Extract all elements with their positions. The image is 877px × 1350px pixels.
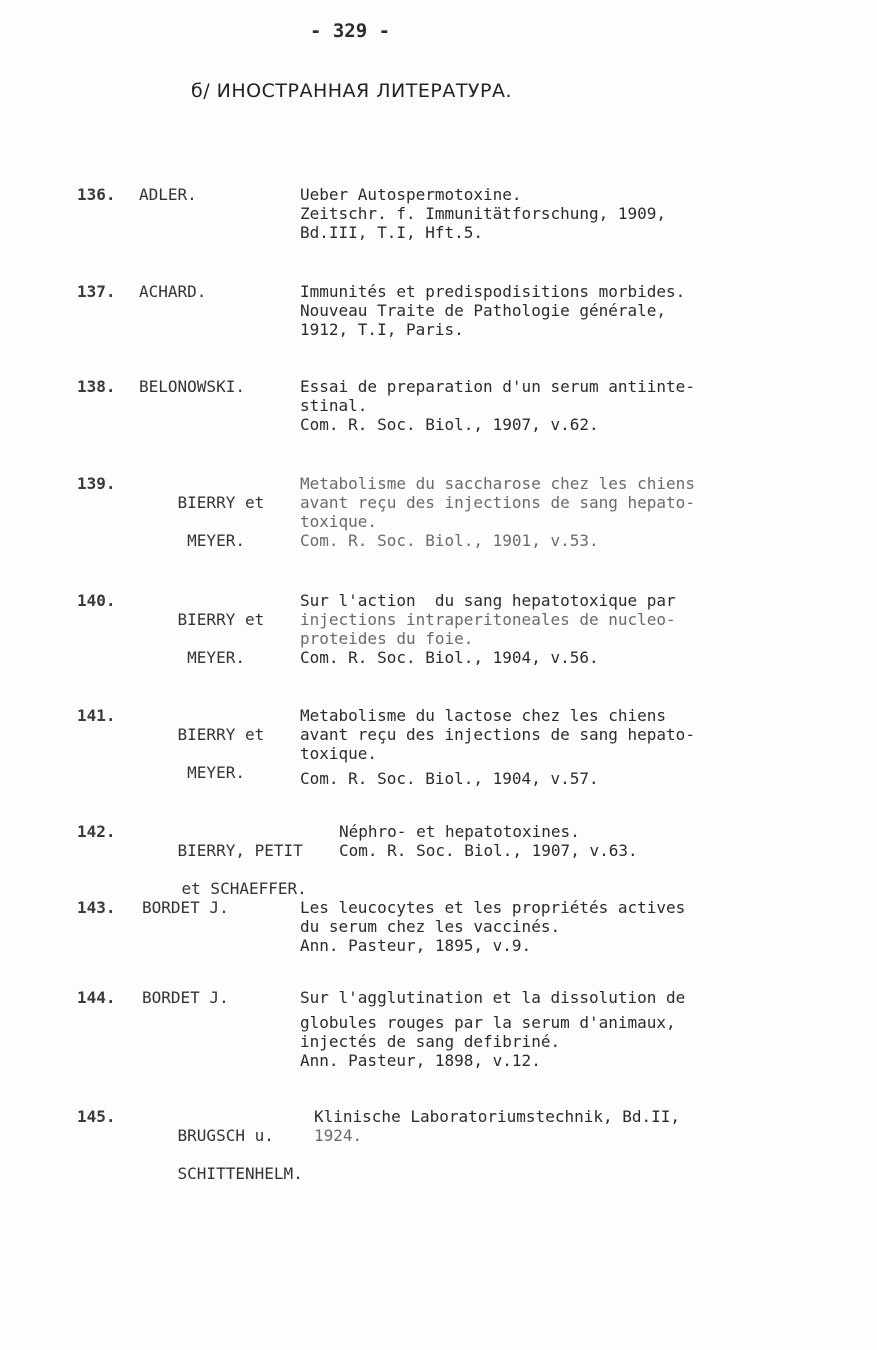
author-line: BIERRY et [177, 610, 265, 629]
author-line: et SCHAEFFER. [181, 879, 307, 898]
entry-citation [300, 377, 820, 434]
entry-number: 141. [77, 706, 116, 725]
citation-line: Com. R. Soc. Biol., 1907, v.62. [300, 415, 599, 434]
citation-line: globules rouges par la serum d'animaux, [300, 1013, 676, 1032]
citation-line: toxique. [300, 744, 378, 763]
entry-number: 144. [77, 988, 116, 1007]
citation-line: du serum chez les vaccinés. [300, 917, 561, 936]
section-title: б/ ИНОСТРАННАЯ ЛИТЕРАТУРА. [191, 80, 512, 102]
citation-line: avant reçu des injections de sang hepato- [300, 493, 695, 512]
entry-author [139, 706, 264, 801]
author-line: MEYER. [177, 763, 245, 782]
entry-author: BORDET J. [142, 898, 229, 917]
author-line: BIERRY et [177, 725, 265, 744]
citation-line: Com. R. Soc. Biol., 1901, v.53. [300, 531, 599, 550]
citation-line: Ann. Pasteur, 1895, v.9. [300, 936, 532, 955]
citation-line: Essai de preparation d'un serum antiinte- [300, 377, 695, 396]
entry-number: 145. [77, 1107, 116, 1126]
entry-author: BORDET J. [142, 988, 229, 1007]
author-line: SCHITTENHELM. [177, 1164, 303, 1183]
citation-line: Zeitschr. f. Immunitätforschung, 1909, [300, 204, 667, 223]
citation-line: Sur l'agglutination et la dissolution de [300, 988, 686, 1007]
entry-number: 138. [77, 377, 116, 396]
citation-line: 1924. [314, 1126, 363, 1145]
entry-number: 140. [77, 591, 116, 610]
entry-citation [339, 822, 859, 860]
entry-number: 137. [77, 282, 116, 301]
entry-citation [300, 898, 820, 955]
page-number: - 329 - [309, 20, 391, 42]
entry-citation [300, 282, 820, 339]
entry-citation [300, 988, 820, 1070]
entry-citation [300, 185, 820, 242]
entry-citation [300, 706, 820, 788]
entry-citation [300, 474, 820, 550]
citation-line: Les leucocytes et les propriétés actives [300, 898, 686, 917]
author-line: BRUGSCH u. [177, 1126, 274, 1145]
citation-line: Bd.III, T.I, Hft.5. [300, 223, 484, 242]
entry-number: 142. [77, 822, 116, 841]
entry-citation [300, 591, 820, 667]
author-line: BIERRY et [177, 493, 265, 512]
citation-line: Néphro- et hepatotoxines. [339, 822, 580, 841]
citation-line: injectés de sang defibriné. [300, 1032, 561, 1051]
citation-line: Klinische Laboratoriumstechnik, Bd.II, [314, 1107, 681, 1126]
entry-citation [314, 1107, 834, 1145]
citation-line: Ueber Autospermotoxine. [300, 185, 522, 204]
author-line: MEYER. [177, 531, 245, 550]
citation-line: proteides du foie. [300, 629, 474, 648]
citation-line: Metabolisme du saccharose chez les chiens [300, 474, 695, 493]
citation-line: stinal. [300, 396, 368, 415]
entry-author [139, 591, 264, 686]
citation-line: Metabolisme du lactose chez les chiens [300, 706, 667, 725]
citation-line: Com. R. Soc. Biol., 1904, v.56. [300, 648, 599, 667]
entry-author: ADLER. [139, 185, 197, 204]
entry-author [139, 1107, 303, 1202]
citation-line: toxique. [300, 512, 378, 531]
citation-line: Ann. Pasteur, 1898, v.12. [300, 1051, 541, 1070]
citation-line: avant reçu des injections de sang hepato- [300, 725, 695, 744]
citation-line: Nouveau Traite de Pathologie générale, [300, 301, 667, 320]
citation-line: Com. R. Soc. Biol., 1904, v.57. [300, 769, 599, 788]
entry-author: ACHARD. [139, 282, 207, 301]
citation-line: Com. R. Soc. Biol., 1907, v.63. [339, 841, 638, 860]
entry-author: BELONOWSKI. [139, 377, 245, 396]
citation-line: 1912, T.I, Paris. [300, 320, 464, 339]
citation-line: injections intraperitoneales de nucleo- [300, 610, 676, 629]
entry-number: 143. [77, 898, 116, 917]
author-line: BIERRY, PETIT [177, 841, 303, 860]
author-line: MEYER. [177, 648, 245, 667]
entry-author [139, 474, 264, 569]
entry-number: 136. [77, 185, 116, 204]
entry-number: 139. [77, 474, 116, 493]
citation-line: Immunités et predispodisitions morbides. [300, 282, 686, 301]
citation-line: Sur l'action du sang hepatotoxique par [300, 591, 676, 610]
